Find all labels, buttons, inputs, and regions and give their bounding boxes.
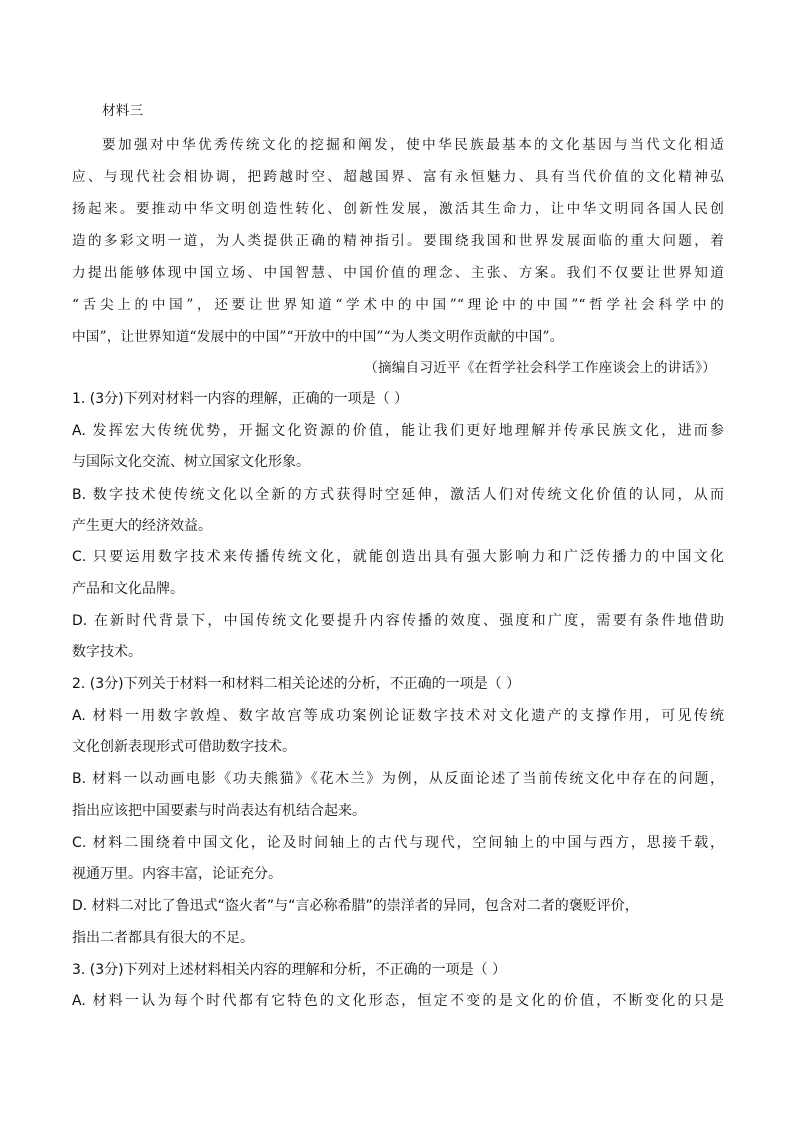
material-line: “舌尖上的中国”，还要让世界知道“学术中的中国”“理论中的中国”“哲学社会科学中的 bbox=[72, 297, 724, 313]
question-stem: 2. (3分)下列关于材料一和材料二相关论述的分析，不正确的一项是（ ） bbox=[72, 676, 521, 692]
option-b: B. 数字技术使传统文化以全新的方式获得时空延伸，激活人们对传统文化价值的认同，从而 bbox=[72, 487, 724, 503]
option-d: D. 材料二对比了鲁迅式“盗火者”与“言必称希腊”的崇洋者的异同，包含对二者的褒贬评价， bbox=[72, 898, 639, 914]
material-source: （摘编自习近平《在哲学社会科学工作座谈会上的讲话》） bbox=[364, 360, 716, 376]
option-a: A. 发挥宏大传统优势，开掘文化资源的价值，能让我们更好地理解并传承民族文化，进而参 bbox=[72, 423, 724, 439]
material-line: 力提出能够体现中国立场、中国智慧、中国价值的理念、主张、方案。我们不仅要让世界知道 bbox=[72, 265, 724, 281]
question-stem: 3. (3分)下列对上述材料相关内容的理解和分析，不正确的一项是（ ） bbox=[72, 962, 507, 978]
material-line: 扬起来。要推动中华文明创造性转化、创新性发展，激活其生命力，让中华文明同各国人民创 bbox=[72, 201, 724, 217]
option-b: B. 材料一以动画电影《功夫熊猫》《花木兰》为例，从反面论述了当前传统文化中存在的问题， bbox=[72, 771, 724, 787]
option-c: C. 只要运用数字技术来传播传统文化，就能创造出具有强大影响力和广泛传播力的中国文化 bbox=[72, 549, 724, 565]
option-a-cont: 与国际文化交流、树立国家文化形象。 bbox=[72, 454, 310, 470]
option-c-cont: 产品和文化品牌。 bbox=[72, 581, 184, 597]
option-a-cont: 文化创新表现形式可借助数字技术。 bbox=[72, 739, 296, 755]
material-heading: 材料三 bbox=[102, 103, 144, 119]
option-c: C. 材料二围绕着中国文化，论及时间轴上的古代与现代，空间轴上的中国与西方，思接千载， bbox=[72, 835, 724, 851]
material-line: 应、与现代社会相协调，把跨越时空、超越国界、富有永恒魅力、具有当代价值的文化精神弘 bbox=[72, 169, 724, 185]
option-b-cont: 产生更大的经济效益。 bbox=[72, 518, 212, 534]
question-stem: 1. (3分)下列对材料一内容的理解，正确的一项是（ ） bbox=[72, 391, 409, 407]
option-d-cont: 指出二者都具有很大的不足。 bbox=[72, 930, 254, 946]
option-a: A. 材料一认为每个时代都有它特色的文化形态，恒定不变的是文化的价值，不断变化的只是 bbox=[72, 993, 724, 1009]
option-a: A. 材料一用数字敦煌、数字故宫等成功案例论证数字技术对文化遗产的支撑作用，可见传统 bbox=[72, 708, 724, 724]
option-c-cont: 视通万里。内容丰富，论证充分。 bbox=[72, 866, 282, 882]
option-d: D. 在新时代背景下，中国传统文化要提升内容传播的效度、强度和广度，需要有条件地借助 bbox=[72, 613, 724, 629]
option-b-cont: 指出应该把中国要素与时尚表达有机结合起来。 bbox=[72, 803, 366, 819]
material-line: 要加强对中华优秀传统文化的挖掘和阐发，使中华民族最基本的文化基因与当代文化相适 bbox=[102, 137, 724, 153]
material-line: 造的多彩文明一道，为人类提供正确的精神指引。要围绕我国和世界发展面临的重大问题，着 bbox=[72, 233, 724, 249]
option-d-cont: 数字技术。 bbox=[72, 644, 142, 660]
material-line: 中国”，让世界知道“发展中的中国”“开放中的中国”“为人类文明作贡献的中国”。 bbox=[72, 329, 564, 345]
